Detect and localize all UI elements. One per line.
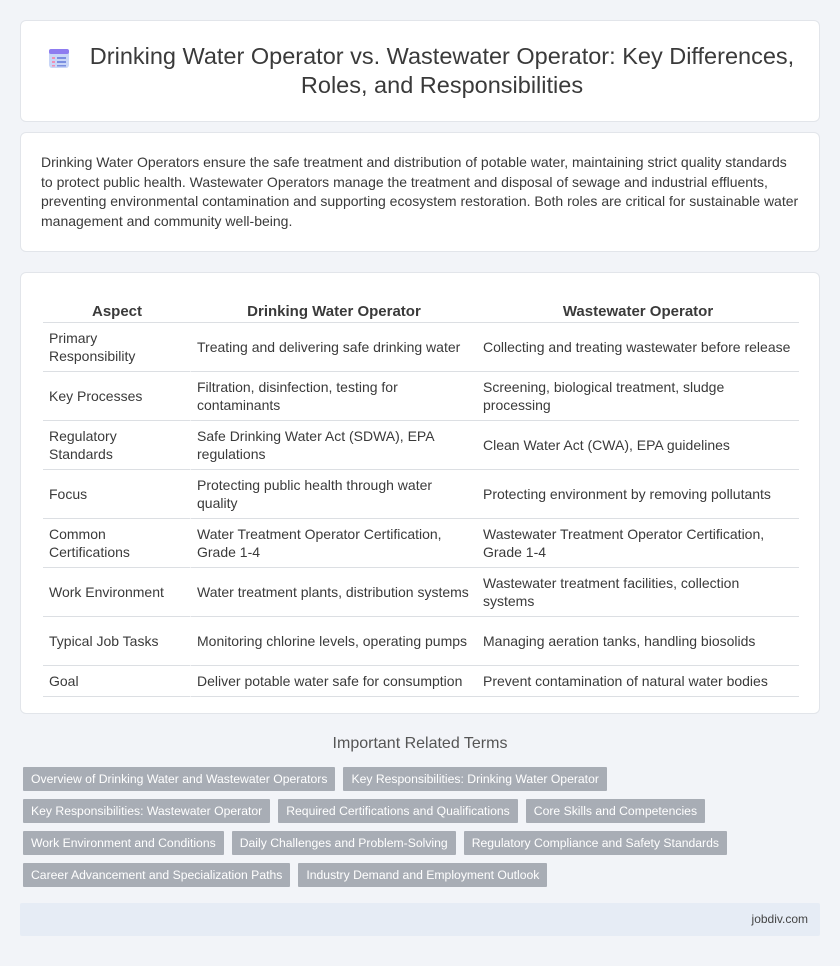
drinking-water-cell: Deliver potable water safe for consumption — [191, 666, 477, 697]
related-term-tag[interactable]: Key Responsibilities: Wastewater Operator — [23, 799, 270, 823]
aspect-cell: Typical Job Tasks — [43, 617, 191, 666]
related-terms-list — [23, 767, 823, 887]
comparison-table — [43, 293, 799, 697]
wastewater-cell: Collecting and treating wastewater before release — [477, 323, 799, 372]
aspect-cell: Work Environment — [43, 568, 191, 617]
drinking-water-cell: Treating and delivering safe drinking water — [191, 323, 477, 372]
aspect-cell: Key Processes — [43, 372, 191, 421]
column-header-wastewater: Wastewater Operator — [477, 293, 799, 323]
table-row — [43, 568, 799, 617]
intro-paragraph: Drinking Water Operators ensure the safe treatment and distribution of potable water, maintaining strict quality standards to protect public health. Wastewater Operators manage the treatment and disposal of sewage and industrial effluents, preventing environmental contamination and supporting ecosystem restoration. Both roles are critical for sustainable water management and community well-being. — [41, 154, 799, 229]
wastewater-cell: Clean Water Act (CWA), EPA guidelines — [477, 421, 799, 470]
related-term-tag[interactable]: Required Certifications and Qualifications — [278, 799, 518, 823]
aspect-cell: Primary Responsibility — [43, 323, 191, 372]
related-term-tag[interactable]: Core Skills and Competencies — [526, 799, 705, 823]
intro-card — [20, 132, 820, 252]
table-header-row — [43, 293, 799, 323]
aspect-cell: Common Certifications — [43, 519, 191, 568]
table-row — [43, 323, 799, 372]
drinking-water-cell: Protecting public health through water quality — [191, 470, 477, 519]
related-term-tag[interactable]: Career Advancement and Specialization Paths — [23, 863, 290, 887]
wastewater-cell: Managing aeration tanks, handling biosolids — [477, 617, 799, 666]
page-title: Drinking Water Operator vs. Wastewater Operator: Key Differences, Roles, and Responsibilities — [89, 43, 795, 98]
aspect-cell: Focus — [43, 470, 191, 519]
table-row — [43, 666, 799, 697]
footer-site-link[interactable]: jobdiv.com — [751, 912, 808, 926]
aspect-cell: Goal — [43, 666, 191, 697]
wastewater-cell: Screening, biological treatment, sludge processing — [477, 372, 799, 421]
table-row — [43, 617, 799, 666]
related-term-tag[interactable]: Regulatory Compliance and Safety Standards — [464, 831, 727, 855]
drinking-water-cell: Filtration, disinfection, testing for contaminants — [191, 372, 477, 421]
table-row — [43, 372, 799, 421]
wastewater-cell: Protecting environment by removing pollutants — [477, 470, 799, 519]
table-row — [43, 470, 799, 519]
table-row — [43, 421, 799, 470]
aspect-cell: Regulatory Standards — [43, 421, 191, 470]
wastewater-cell: Wastewater Treatment Operator Certification, Grade 1-4 — [477, 519, 799, 568]
drinking-water-cell: Water treatment plants, distribution systems — [191, 568, 477, 617]
wastewater-cell: Wastewater treatment facilities, collection systems — [477, 568, 799, 617]
footer-bar — [20, 903, 820, 936]
table-row — [43, 519, 799, 568]
drinking-water-cell: Safe Drinking Water Act (SDWA), EPA regulations — [191, 421, 477, 470]
comparison-table-card — [20, 272, 820, 714]
drinking-water-cell: Monitoring chlorine levels, operating pumps — [191, 617, 477, 666]
wastewater-cell: Prevent contamination of natural water bodies — [477, 666, 799, 697]
related-term-tag[interactable]: Key Responsibilities: Drinking Water Operator — [343, 767, 606, 791]
related-term-tag[interactable]: Daily Challenges and Problem-Solving — [232, 831, 456, 855]
column-header-aspect: Aspect — [43, 293, 191, 323]
related-term-tag[interactable]: Industry Demand and Employment Outlook — [298, 863, 547, 887]
related-term-tag[interactable]: Overview of Drinking Water and Wastewater Operators — [23, 767, 335, 791]
column-header-drinking-water: Drinking Water Operator — [191, 293, 477, 323]
related-term-tag[interactable]: Work Environment and Conditions — [23, 831, 224, 855]
drinking-water-cell: Water Treatment Operator Certification, Grade 1-4 — [191, 519, 477, 568]
header-card — [20, 20, 820, 122]
related-terms-heading: Important Related Terms — [332, 735, 508, 752]
